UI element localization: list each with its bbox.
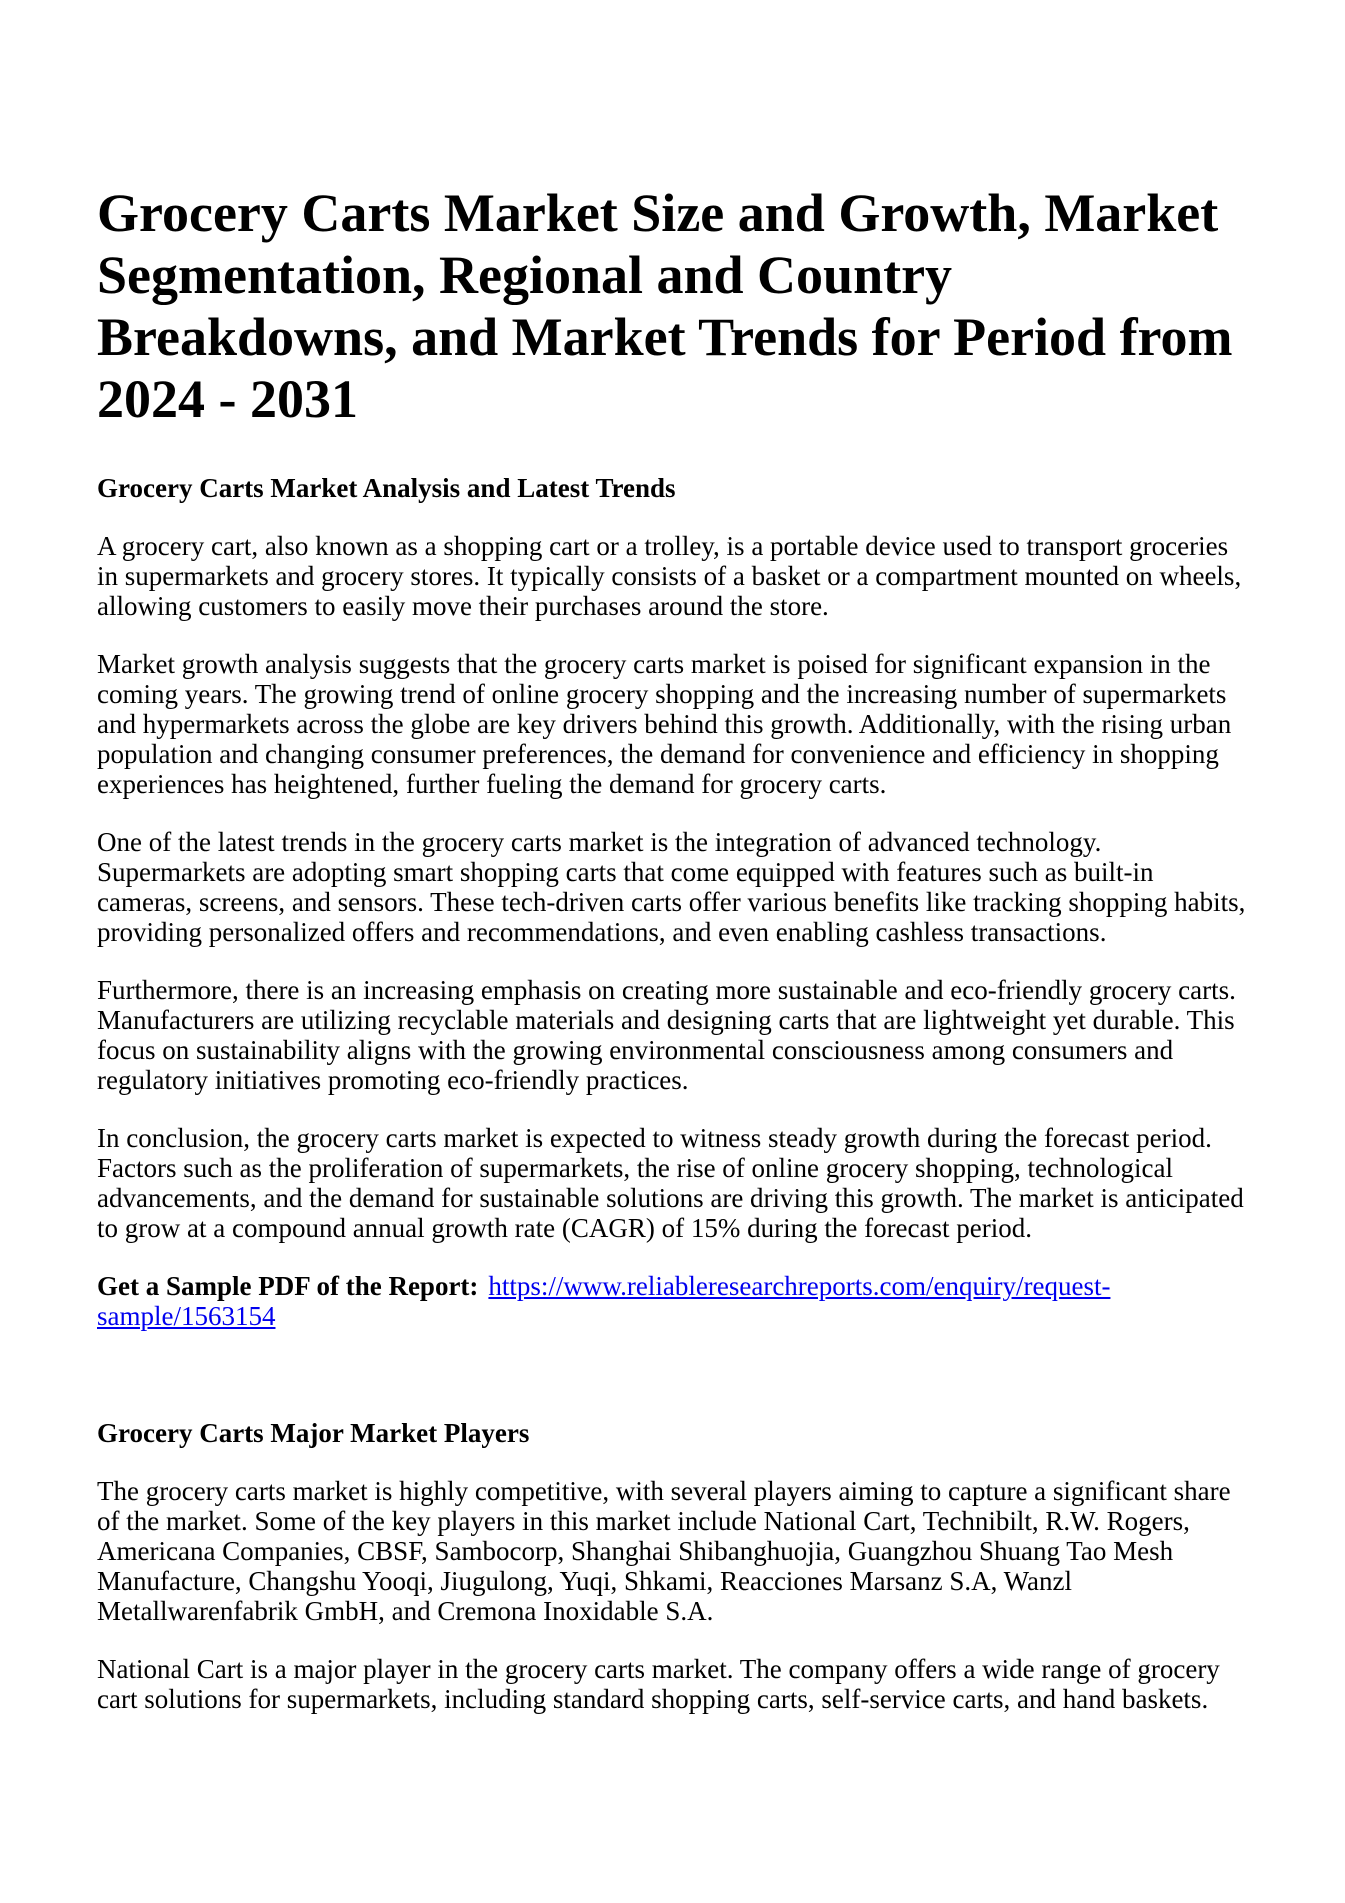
paragraph-technology-trends: One of the latest trends in the grocery carts market is the integration of advanced technology. Supermarkets are adopting smart shopping carts that come equipped with features such as built-in cameras, screens, and sensors. These tech-driven carts offer various benefits like tracking shopping habits, providing personalized offers and recommendations, and even enabling cashless transactions. (97, 827, 1246, 947)
paragraph-competitive-landscape: The grocery carts market is highly competitive, with several players aiming to capture a significant share of the market. Some of the key players in this market include National Cart, Technibilt, R.W. Rogers, Americana Companies, CBSF, Sambocorp, Shanghai Shibanghuojia, Guangzhou Shuang Tao Mesh Manufacture, Changshu Yooqi, Jiugulong, Yuqi, Shkami, Reacciones Marsanz S.A, Wanzl Metallwarenfabrik GmbH, and Cremona Inoxidable S.A. (97, 1476, 1231, 1626)
paragraph-national-cart: National Cart is a major player in the grocery carts market. The company offers a wide range of grocery cart solutions for supermarkets, including standard shopping carts, self-service carts, and hand baskets. (97, 1654, 1220, 1714)
page-title: Grocery Carts Market Size and Growth, Market Segmentation, Regional and Country Breakdowns, and Market Trends for Period from 2024 - 2031 (97, 183, 1233, 429)
paragraph-sustainability: Furthermore, there is an increasing emphasis on creating more sustainable and eco-friendly grocery carts. Manufacturers are utilizing recyclable materials and designing carts that are lightweight yet durable. This focus on sustainability aligns with the growing environmental consciousness among consumers and regulatory initiatives promoting eco-friendly practices. (97, 975, 1236, 1095)
paragraph-definition: A grocery cart, also known as a shopping cart or a trolley, is a portable device used to transport groceries in supermarkets and grocery stores. It typically consists of a basket or a compartment mounted on wheels, allowing customers to easily move their purchases around the store. (97, 531, 1242, 621)
sample-report-link[interactable]: https://www.reliableresearchreports.com/enquiry/request-sample/1563154 (97, 1271, 1111, 1331)
paragraph-market-growth: Market growth analysis suggests that the grocery carts market is poised for significant expansion in the coming years. The growing trend of online grocery shopping and the increasing number of supermarkets and hypermarkets across the globe are key drivers behind this growth. Additionally, with the rising urban population and changing consumer preferences, the demand for convenience and efficiency in shopping experiences has heightened, further fueling the demand for grocery carts. (97, 649, 1232, 799)
section-heading-analysis: Grocery Carts Market Analysis and Latest Trends (97, 473, 676, 503)
sample-cta (97, 1271, 1249, 1331)
section-heading-players: Grocery Carts Major Market Players (97, 1418, 530, 1448)
sample-cta-label: Get a Sample PDF of the Report: (97, 1271, 479, 1301)
paragraph-conclusion-cagr: In conclusion, the grocery carts market is expected to witness steady growth during the forecast period. Factors such as the proliferation of supermarkets, the rise of online grocery shopping, technological advancements, and the demand for sustainable solutions are driving this growth. The market is anticipated to grow at a compound annual growth rate (CAGR) of 15% during the forecast period. (97, 1123, 1244, 1243)
